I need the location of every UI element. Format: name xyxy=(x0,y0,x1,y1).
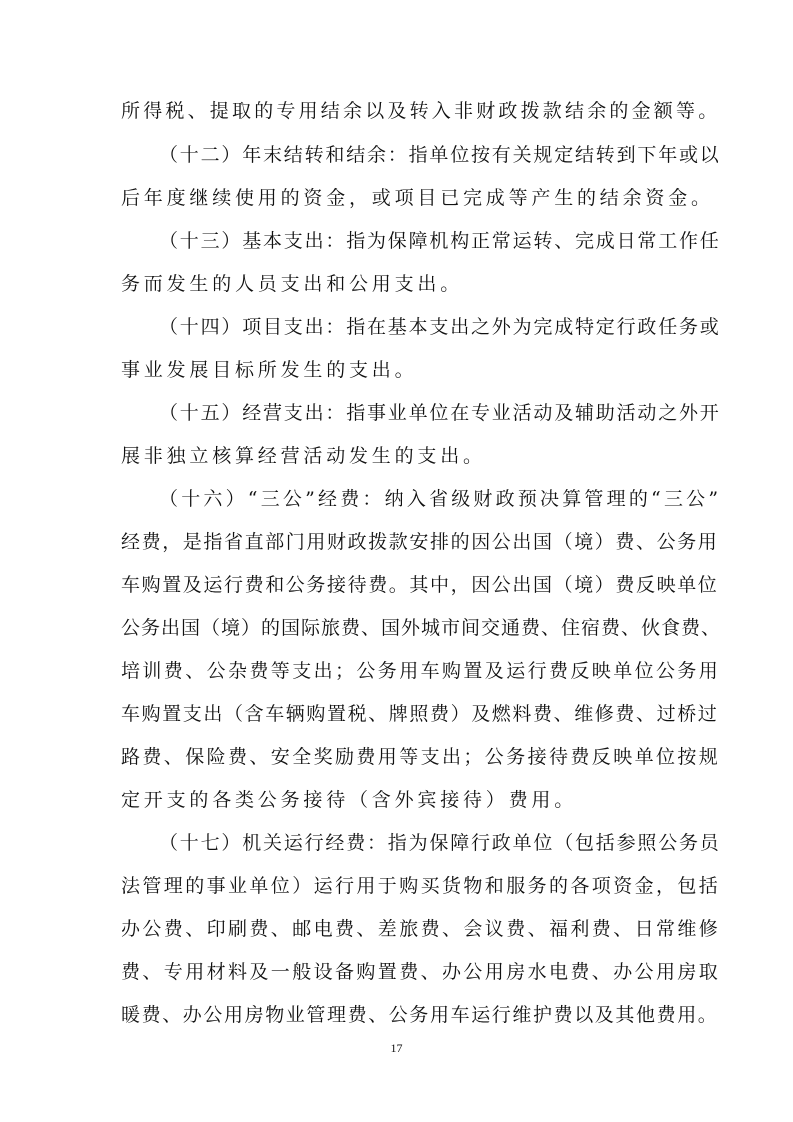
paragraph-start-line: （十七）机关运行经费：指为保障行政单位（包括参照公务员 xyxy=(159,832,721,854)
text-line: 后年度继续使用的资金，或项目已完成等产生的结余资金。 xyxy=(121,187,714,209)
text-line: 公务出国（境）的国际旅费、国外城市间交通费、住宿费、伙食费、 xyxy=(121,617,722,639)
text-line: 所得税、提取的专用结余以及转入非财政拨款结余的金额等。 xyxy=(121,100,721,122)
text-line: 暖费、办公用房物业管理费、公务用车运行维护费以及其他费用。 xyxy=(121,1004,719,1026)
text-line: 经费，是指省直部门用财政拨款安排的因公出国（境）费、公务用 xyxy=(121,531,719,553)
paragraph-start-line: （十二）年末结转和结余：指单位按有关规定结转到下年或以 xyxy=(159,144,721,166)
paragraph-start-line: （十四）项目支出：指在基本支出之外为完成特定行政任务或 xyxy=(159,316,721,338)
text-line: 路费、保险费、安全奖励费用等支出；公务接待费反映单位按规 xyxy=(121,746,721,768)
text-line: 培训费、公杂费等支出；公务用车购置及运行费反映单位公务用 xyxy=(121,660,721,682)
paragraph-start-line: （十六）“三公”经费：纳入省级财政预决算管理的“三公” xyxy=(159,488,722,510)
text-line: 办公费、印刷费、邮电费、差旅费、会议费、福利费、日常维修 xyxy=(121,918,721,940)
text-line: 展非独立核算经营活动发生的支出。 xyxy=(121,445,486,467)
paragraph-start-line: （十三）基本支出：指为保障机构正常运转、完成日常工作任 xyxy=(159,230,721,252)
text-line: 事业发展目标所发生的支出。 xyxy=(121,359,418,381)
text-line: 费、专用材料及一般设备购置费、办公用房水电费、办公用房取 xyxy=(121,961,721,983)
page-number: 17 xyxy=(390,1041,403,1055)
text-line: 务而发生的人员支出和公用支出。 xyxy=(121,273,464,295)
text-line: 车购置支出（含车辆购置税、牌照费）及燃料费、维修费、过桥过 xyxy=(121,703,719,725)
text-line: 车购置及运行费和公务接待费。其中，因公出国（境）费反映单位 xyxy=(121,574,719,596)
text-line: 定开支的各类公务接待（含外宾接待）费用。 xyxy=(121,789,578,811)
text-line: 法管理的事业单位）运行用于购买货物和服务的各项资金，包括 xyxy=(121,875,721,897)
paragraph-start-line: （十五）经营支出：指事业单位在专业活动及辅助活动之外开 xyxy=(159,402,721,424)
